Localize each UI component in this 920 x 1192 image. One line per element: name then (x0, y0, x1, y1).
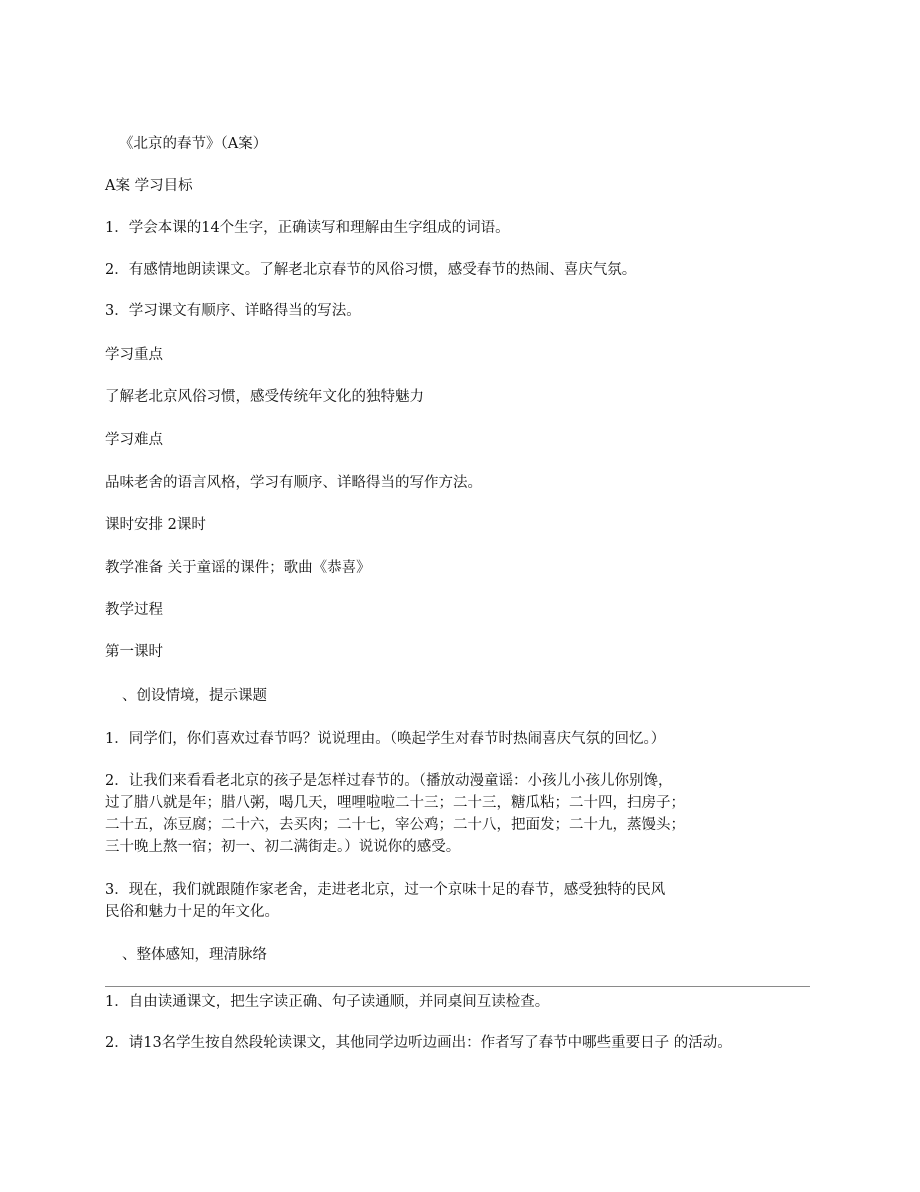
difficulty-heading: 学习难点 (105, 432, 163, 448)
learning-objectives-heading: A案 学习目标 (105, 178, 193, 194)
step-item: 3．现在，我们就跟随作家老舍，走进老北京，过一个京味十足的春节，感受独特的民风 (105, 882, 666, 898)
teaching-preparation: 教学准备 关于童谣的课件；歌曲《恭喜》 (105, 560, 371, 576)
step-item-continuation: 二十五，冻豆腐；二十六，去买肉；二十七，宰公鸡；二十八，把面发；二十九，蒸馒头； (105, 817, 685, 833)
horizontal-divider (105, 986, 810, 987)
objective-item: 1．学会本课的14个生字，正确读写和理解由生字组成的词语。 (105, 220, 510, 236)
step-item-continuation: 民俗和魅力十足的年文化。 (105, 904, 279, 920)
step-item-continuation: 过了腊八就是年；腊八粥，喝几天，哩哩啦啦二十三；二十三，糖瓜粘；二十四，扫房子； (105, 795, 685, 811)
section-heading: 、创设情境，提示课题 (122, 688, 267, 704)
teaching-process-heading: 教学过程 (105, 602, 163, 618)
class-schedule: 课时安排 2课时 (105, 517, 206, 533)
key-points-heading: 学习重点 (105, 347, 163, 363)
step-item: 2．请13名学生按自然段轮读课文，其他同学边听边画出：作者写了春节中哪些重要日子 的活动。 (105, 1035, 732, 1051)
step-item: 1．自由读通课文，把生字读正确、句子读通顺，并同桌间互读检查。 (105, 994, 550, 1010)
step-item: 2．让我们来看看老北京的孩子是怎样过春节的。（播放动漫童谣：小孩儿小孩儿你别馋， (105, 773, 673, 789)
objective-item: 2．有感情地朗读课文。了解老北京春节的风俗习惯，感受春节的热闹、喜庆气氛。 (105, 262, 637, 278)
section-heading: 、整体感知，理清脉络 (122, 947, 267, 963)
lesson-one-heading: 第一课时 (105, 644, 163, 660)
difficulty-text: 品味老舍的语言风格，学习有顺序、详略得当的写作方法。 (105, 475, 482, 491)
document-title: 《北京的春节》（A案） (119, 136, 268, 152)
key-points-text: 了解老北京风俗习惯，感受传统年文化的独特魅力 (105, 389, 424, 405)
step-item-continuation: 三十晚上熬一宿；初一、初二满街走。）说说你的感受。 (105, 839, 461, 855)
step-item: 1．同学们，你们喜欢过春节吗？说说理由。（唤起学生对春节时热闹喜庆气氛的回忆。） (105, 731, 666, 747)
objective-item: 3．学习课文有顺序、详略得当的写法。 (105, 303, 361, 319)
